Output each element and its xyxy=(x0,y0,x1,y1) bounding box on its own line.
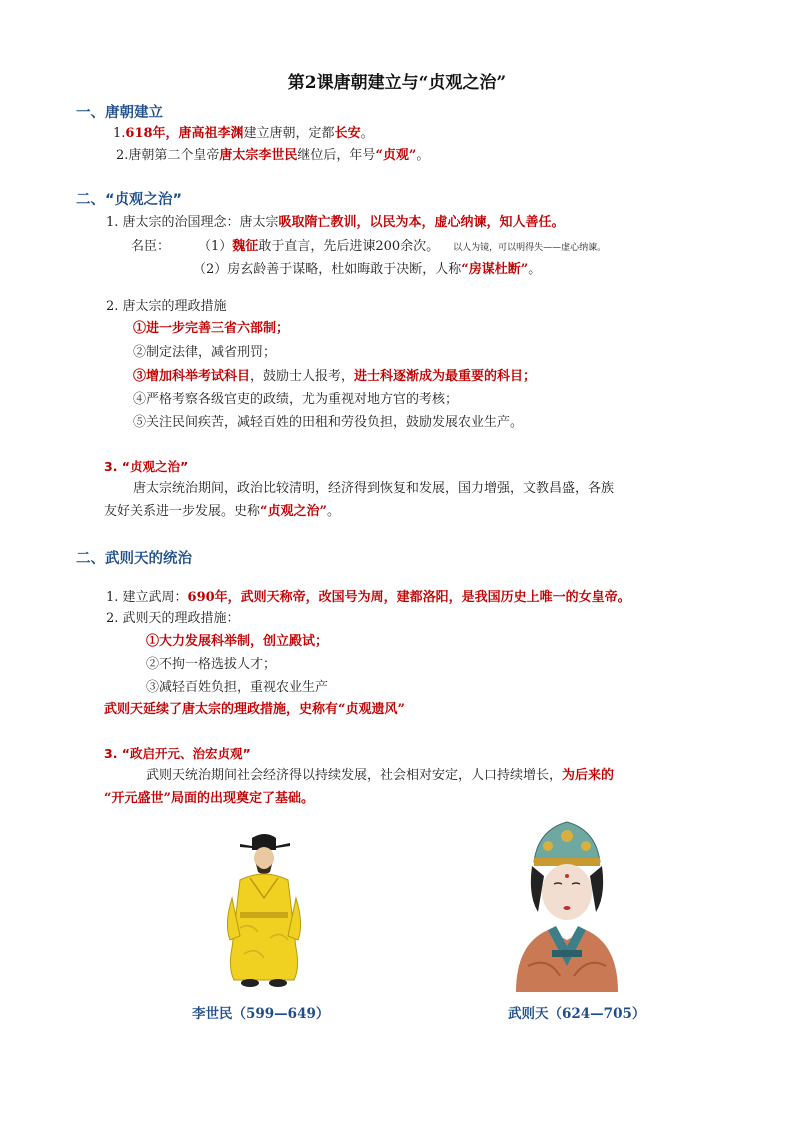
s3-text-1: 武则天统治期间社会经济得以持续发展，社会相对安定，人口持续增长，为后来的 xyxy=(146,768,615,783)
s2-measure-3: ③增加科举考试科目，鼓励士人报考，进士科逐渐成为最重要的科目； xyxy=(133,369,537,384)
s3-point-1: 1. 建立武周：690年，武则天称帝，改国号为周，建都洛阳，是我国历史上唯一的女皇帝。 xyxy=(106,590,631,605)
s1-line-2: 2.唐朝第二个皇帝唐太宗李世民继位后，年号“贞观”。 xyxy=(116,148,430,163)
s3-point-2: 2. 武则天的理政措施： xyxy=(106,611,240,626)
s2-text-2: 友好关系进一步发展。史称“贞观之治”。 xyxy=(104,504,340,519)
s2-measure-5: ⑤关注民间疾苦，减轻百姓的田租和劳役负担，鼓励发展农业生产。 xyxy=(133,415,524,430)
s2-point-2: 2. 唐太宗的理政措施 xyxy=(106,299,227,314)
s3-text-2: “开元盛世”局面的出现奠定了基础。 xyxy=(104,791,314,806)
s2-point-3: 3. “贞观之治” xyxy=(104,459,189,474)
emperor-portrait-icon xyxy=(210,828,320,994)
s2-measure-4: ④严格考察各级官吏的政绩，尤为重视对地方官的考核； xyxy=(133,392,459,407)
s2-point-1: 1. 唐太宗的治国理念：唐太宗吸取隋亡教训，以民为本，虚心纳谏，知人善任。 xyxy=(106,215,565,230)
s3-measure-3: ③减轻百姓负担，重视农业生产 xyxy=(146,680,329,695)
s3-point-3: 3. “政启开元、治宏贞观” xyxy=(104,746,251,761)
section-heading-tang-founding: 一、唐朝建立 xyxy=(76,105,163,121)
s2-minister-1: 名臣： （1）魏征敢于直言，先后进谏200余次。 以人为镜，可以明得失——虚心纳谏。 xyxy=(131,239,607,254)
page-title: 第2课唐朝建立与“贞观之治” xyxy=(287,73,507,93)
caption-wu-zetian: 武则天（624—705） xyxy=(508,1006,646,1022)
s3-measure-2: ②不拘一格选拔人才； xyxy=(146,657,277,672)
empress-portrait-icon xyxy=(508,816,626,992)
s2-text-1: 唐太宗统治期间，政治比较清明，经济得到恢复和发展，国力增强，文教昌盛，各族 xyxy=(133,481,615,496)
s3-measure-1: ①大力发展科举制，创立殿试； xyxy=(146,634,329,649)
caption-li-shimin: 李世民（599—649） xyxy=(192,1006,330,1022)
section-heading-zhenguan: 二、“贞观之治” xyxy=(76,192,183,208)
s2-minister-2: （2）房玄龄善于谋略，杜如晦敢于决断，人称“房谋杜断”。 xyxy=(193,262,542,277)
s3-note: 武则天延续了唐太宗的理政措施，史称有“贞观遗风” xyxy=(104,702,405,717)
s1-line-1: 1.618年，唐高祖李渊建立唐朝，定都长安。 xyxy=(113,126,374,141)
s2-measure-2: ②制定法律，减省刑罚； xyxy=(133,345,277,360)
section-heading-wu-zetian: 二、武则天的统治 xyxy=(76,551,192,567)
s2-measure-1: ①进一步完善三省六部制； xyxy=(133,321,290,336)
